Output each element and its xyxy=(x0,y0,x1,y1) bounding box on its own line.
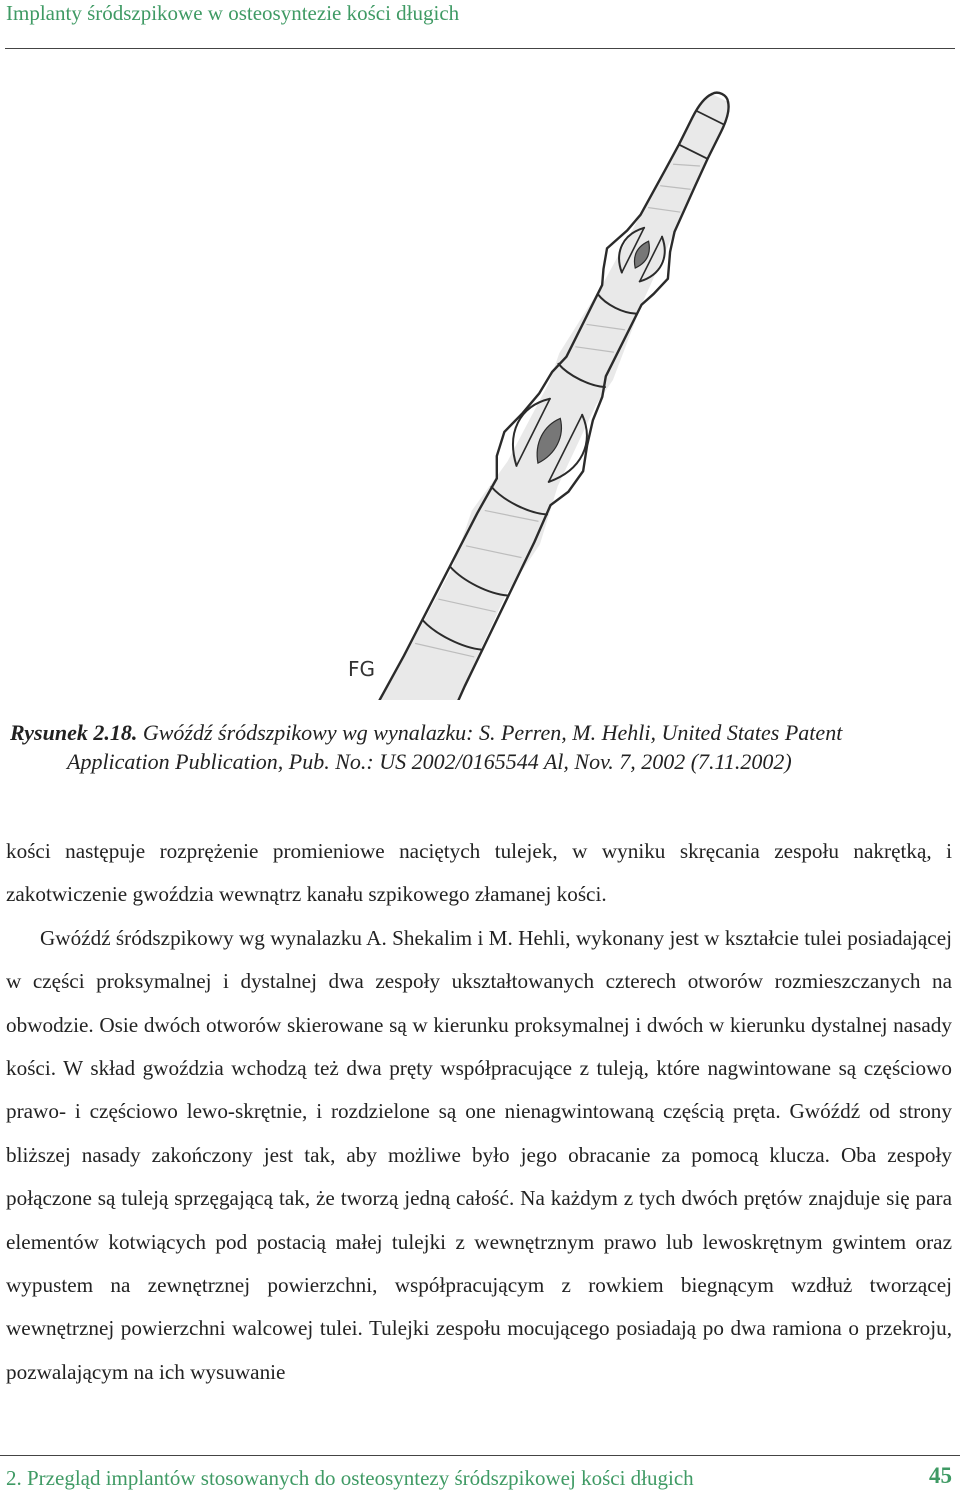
caption-label: Rysunek 2.18. xyxy=(10,720,138,745)
caption-line-1: Gwóźdź śródszpikowy wg wynalazku: S. Perren, M. Hehli, United States Patent xyxy=(137,720,843,745)
caption-line-2: Application Publication, Pub. No.: US 2002/0165544 Al, Nov. 7, 2002 (7.11.2002) xyxy=(67,749,792,774)
paragraph-continuation: kości następuje rozprężenie promieniowe naciętych tulejek, w wyniku skręcania zespołu nakrętką, i zakotwiczenie gwoździa wewnątrz kanału szpikowego złamanej kości. xyxy=(6,839,952,907)
figure-caption xyxy=(10,718,950,776)
artist-signature: FG xyxy=(348,657,376,681)
paragraph-shekalim-hehli: Gwóźdź śródszpikowy wg wynalazku A. Shekalim i M. Hehli, wykonany jest w kształcie tulei posiadającej w części proksymalnej i dystalnej dwa zespoły ukształtowanych czterech otworów rozmieszczanych na obwodzie. Osie dwóch otworów skierowane są w kierunku proksymalnej i dwóch w kierunku dystalnej nasady kości. W skład gwoździa wchodzą też dwa pręty współpracujące z tuleją, które nagwintowane są częściowo prawo- i częściowo lewo-skrętnie, i rozdzielone są one nienagwintowaną częścią pręta. Gwóźdź od strony bliższej nasady zakończony jest tak, aby możliwe było jego obracanie za pomocą klucza. Oba zespoły połączone są tuleją sprzęgającą tak, że tworzą jedną całość. Na każdym z tych dwóch prętów znajduje się para elementów kotwiących pod postacią małej tulejki z wewnętrznym prawo lub lewoskrętnym gwintem oraz wypustem na zewnętrznej powierzchni, współpracującym z rowkiem biegnącym wzdłuż tworzącej wewnętrznej powierzchni walcowej tulei. Tulejki zespołu mocującego posiadają po dwa ramiona o przekroju, pozwalającym na ich wysuwanie xyxy=(6,925,952,1384)
intramedullary-nail-illustration xyxy=(0,60,960,700)
header-divider xyxy=(5,48,955,49)
footer-divider xyxy=(0,1455,960,1456)
footer-chapter-title: 2. Przegląd implantów stosowanych do osteosyntezy śródszpikowej kości długich xyxy=(6,1466,694,1490)
page-number: 45 xyxy=(929,1463,952,1488)
running-header-title: Implanty śródszpikowe w osteosyntezie kości długich xyxy=(6,1,460,25)
body-text xyxy=(6,830,952,1394)
